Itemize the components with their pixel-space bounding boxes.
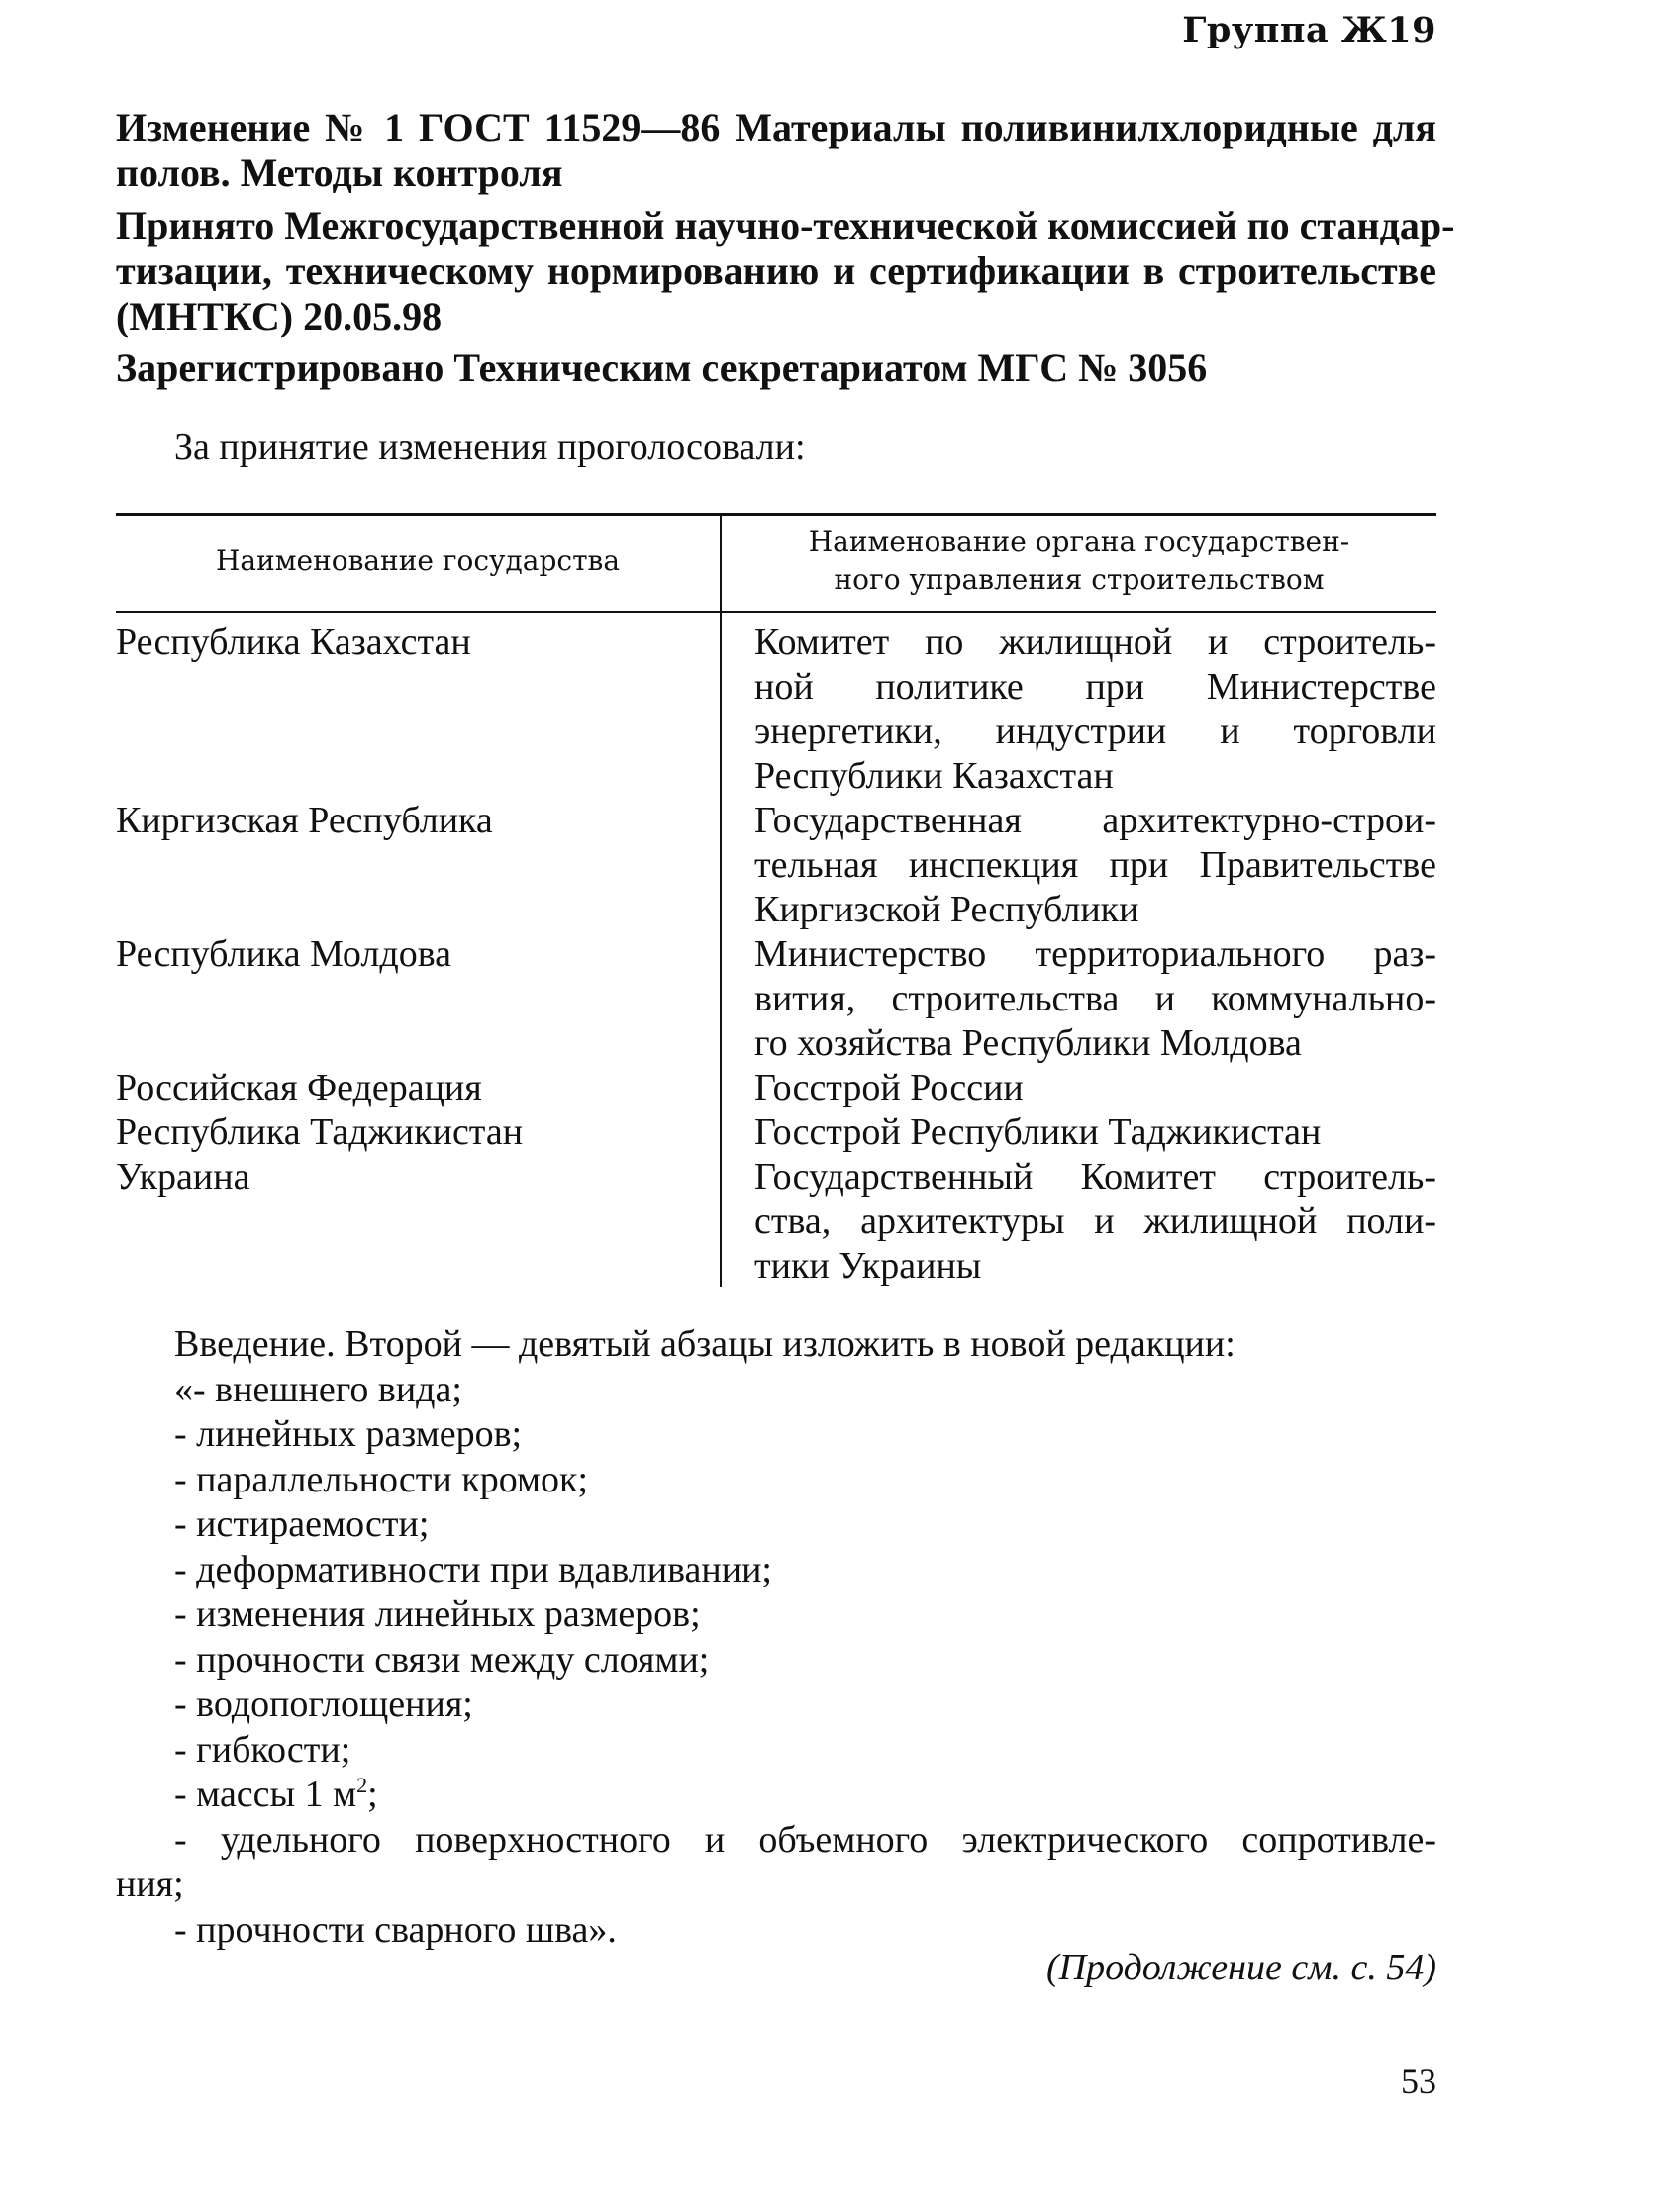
voted-intro: За принятие изменения проголосовали: xyxy=(174,427,806,468)
registration-line: Зарегистрировано Техническим секретариатом МГС № 3056 xyxy=(116,345,1208,390)
adopted-line: (МНТКС) 20.05.98 xyxy=(116,294,443,338)
table-cell-state: Киргизская Республика xyxy=(116,800,493,841)
column-header-state: Наименование государства xyxy=(215,544,621,577)
organ-line: ной политике при Министерстве xyxy=(754,666,1436,708)
page-number: 53 xyxy=(1401,2062,1436,2101)
list-item: - гибкости; xyxy=(174,1728,351,1771)
list-item-last: - прочности сварного шва». xyxy=(174,1908,617,1951)
list-item: - параллельности кромок; xyxy=(174,1458,589,1500)
column-header-organ-line: Наименование органа государствен- xyxy=(808,526,1350,558)
organ-line: тельная инспекция при Правительстве xyxy=(754,844,1436,886)
superscript-two: 2 xyxy=(356,1773,368,1797)
organ-line: энергетики, индустрии и торговли xyxy=(754,711,1436,752)
table-cell-organ xyxy=(754,932,1436,1066)
table-header-rule xyxy=(116,611,1436,613)
change-title-line: полов. Методы контроля xyxy=(116,150,563,195)
list-item: - линейных размеров; xyxy=(174,1413,523,1455)
list-item: - деформативности при вдавливании; xyxy=(174,1548,772,1590)
list-item: «- внешнего вида; xyxy=(174,1368,462,1410)
introduction-amendment xyxy=(116,1322,1436,1953)
table-cell-organ xyxy=(754,1066,1436,1110)
organ-line: Комитет по жилищной и строитель- xyxy=(754,622,1436,663)
table-cell-state: Украина xyxy=(116,1156,250,1198)
list-item: - истираемости; xyxy=(174,1503,430,1545)
list-item: - водопоглощения; xyxy=(174,1683,473,1725)
change-title-line: Изменение № 1 ГОСТ 11529—86 Материалы поливинилхлоридные для xyxy=(116,105,1436,149)
organ-line: вития, строительства и коммунально- xyxy=(754,978,1436,1019)
adopted-statement xyxy=(116,203,1455,339)
table-cell-state: Республика Молдова xyxy=(116,933,452,975)
organ-line: Государственная архитектурно-строи- xyxy=(754,800,1436,841)
adopted-line: тизации, техническому нормированию и сертификации в строительстве xyxy=(116,248,1436,293)
table-cell-organ xyxy=(754,621,1436,799)
group-label: Группа Ж19 xyxy=(1182,10,1436,50)
list-item: - прочности связи между слоями; xyxy=(174,1638,710,1681)
mass-suffix: ; xyxy=(367,1774,378,1815)
table-cell-state: Республика Казахстан xyxy=(116,622,471,663)
intro-lead: Введение. Второй — девятый абзацы изложить в новой редакции: xyxy=(174,1323,1235,1365)
organ-line: Республики Казахстан xyxy=(754,755,1114,797)
table-cell-organ xyxy=(754,1110,1436,1155)
adopted-line: Принято Межгосударственной научно-технической комиссией по стандар- xyxy=(116,203,1455,247)
column-header-organ xyxy=(722,524,1436,599)
organ-line: го хозяйства Республики Молдова xyxy=(754,1022,1302,1064)
continuation-note: (Продолжение см. с. 54) xyxy=(1045,1947,1436,1988)
list-item-mass xyxy=(116,1773,1436,1818)
change-title xyxy=(116,105,1436,196)
organ-line: Госстрой России xyxy=(754,1067,1024,1108)
table-cell-organ xyxy=(754,1155,1436,1289)
table-cell-state: Российская Федерация xyxy=(116,1067,482,1108)
table-cell-organ xyxy=(754,799,1436,932)
table-column-divider xyxy=(720,515,722,1287)
list-item-resistance: - удельного поверхностного и объемного электрического сопротивле- xyxy=(174,1818,1436,1861)
list-item-resistance-cont: ния; xyxy=(116,1864,184,1905)
column-header-organ-line: ного управления строительством xyxy=(834,563,1325,596)
list-item: - изменения линейных размеров; xyxy=(174,1593,701,1635)
registration-statement xyxy=(116,345,1436,391)
table-cell-state: Республика Таджикистан xyxy=(116,1111,524,1153)
organ-line: тики Украины xyxy=(754,1245,982,1287)
organ-line: Государственный Комитет строитель- xyxy=(754,1156,1436,1198)
mass-text: - массы 1 м xyxy=(174,1774,357,1815)
table-top-rule xyxy=(116,513,1436,516)
organ-line: ства, архитектуры и жилищной поли- xyxy=(754,1201,1436,1242)
organ-line: Министерство территориального раз- xyxy=(754,933,1436,975)
organ-line: Госстрой Республики Таджикистан xyxy=(754,1111,1322,1153)
organ-line: Киргизской Республики xyxy=(754,889,1139,930)
